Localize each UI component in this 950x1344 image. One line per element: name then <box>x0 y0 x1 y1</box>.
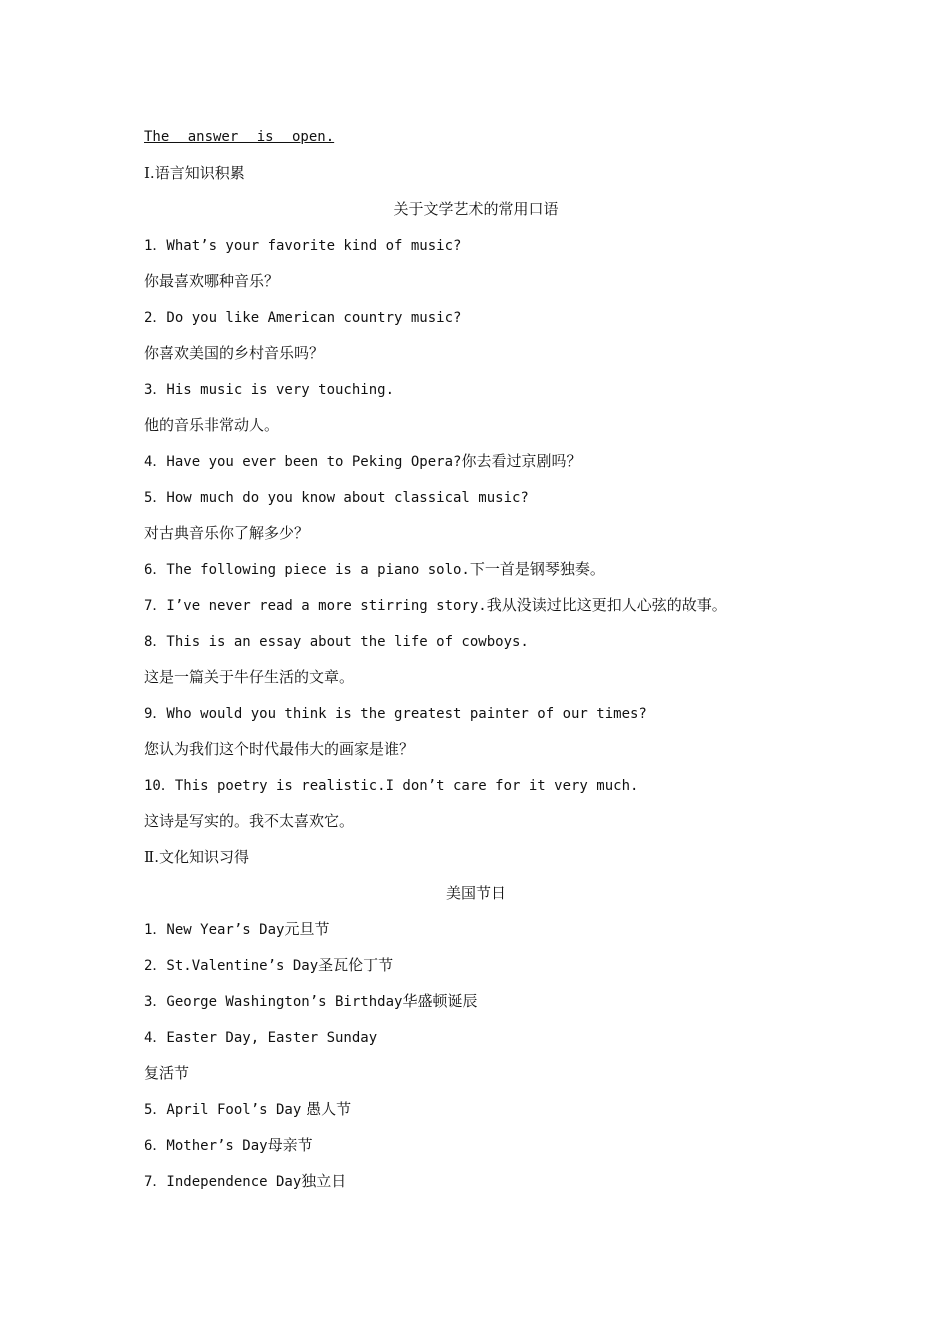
list-item: 6．Mother’s Day母亲节 <box>144 1136 313 1154</box>
list-item-translation: 圣瓦伦丁节 <box>318 956 394 974</box>
list-item-translation: 华盛顿诞辰 <box>402 992 478 1010</box>
section2-heading: Ⅱ.文化知识习得 <box>144 848 249 866</box>
list-item: 4．Have you ever been to Peking Opera?你去看过京剧吗？ <box>144 452 582 470</box>
list-item-translation: 你去看过京剧吗？ <box>461 452 582 470</box>
list-item: 7．Independence Day独立日 <box>144 1172 347 1190</box>
list-item: 1．New Year’s Day元旦节 <box>144 920 330 938</box>
list-item: 5．How much do you know about classical music? <box>144 490 529 506</box>
list-item: 2．Do you like American country music? <box>144 310 462 326</box>
list-item: 7．I’ve never read a more stirring story.我从没读过比这更扣人心弦的故事。 <box>144 596 727 614</box>
list-item-translation: 这诗是写实的。我不太喜欢它。 <box>144 812 355 830</box>
list-item: 6．The following piece is a piano solo.下一首是钢琴独奏。 <box>144 560 605 578</box>
list-item: 9．Who would you think is the greatest painter of our times? <box>144 706 647 722</box>
list-item-translation: 这是一篇关于牛仔生活的文章。 <box>144 668 355 686</box>
list-item: 4．Easter Day, Easter Sunday <box>144 1030 378 1046</box>
list-item: 8．This is an essay about the life of cowboys. <box>144 634 529 650</box>
list-item: 1．What’s your favorite kind of music? <box>144 238 462 254</box>
list-item-translation: 母亲节 <box>267 1136 313 1154</box>
list-item-translation: 独立日 <box>301 1172 347 1190</box>
list-item-translation: 愚人节 <box>306 1100 352 1118</box>
list-item-translation: 对古典音乐你了解多少？ <box>144 524 310 542</box>
list-item: 2．St.Valentine’s Day圣瓦伦丁节 <box>144 956 394 974</box>
list-item: 5．April Fool’s Day 愚人节 <box>144 1100 352 1118</box>
list-item: 3．George Washington’s Birthday华盛顿诞辰 <box>144 992 478 1010</box>
section1-heading: Ⅰ.语言知识积累 <box>144 164 245 182</box>
list-item-translation: 复活节 <box>144 1064 190 1082</box>
list-item: 3．His music is very touching. <box>144 382 395 398</box>
list-item-translation: 元旦节 <box>284 920 330 938</box>
list-item-translation: 你最喜欢哪种音乐？ <box>144 272 280 290</box>
section2-subtitle: 美国节日 <box>445 884 506 902</box>
answer-line: The answer is open. <box>144 129 335 145</box>
list-item-translation: 您认为我们这个时代最伟大的画家是谁？ <box>144 740 415 758</box>
list-item: 10．This poetry is realistic.I don’t care for it very much. <box>144 778 639 794</box>
document-page <box>144 123 808 1203</box>
list-item-translation: 我从没读过比这更扣人心弦的故事。 <box>486 596 727 614</box>
list-item-translation: 下一首是钢琴独奏。 <box>469 560 605 578</box>
list-item-translation: 他的音乐非常动人。 <box>144 416 280 434</box>
section1-subtitle: 关于文学艺术的常用口语 <box>393 200 559 218</box>
list-item-translation: 你喜欢美国的乡村音乐吗？ <box>144 344 325 362</box>
